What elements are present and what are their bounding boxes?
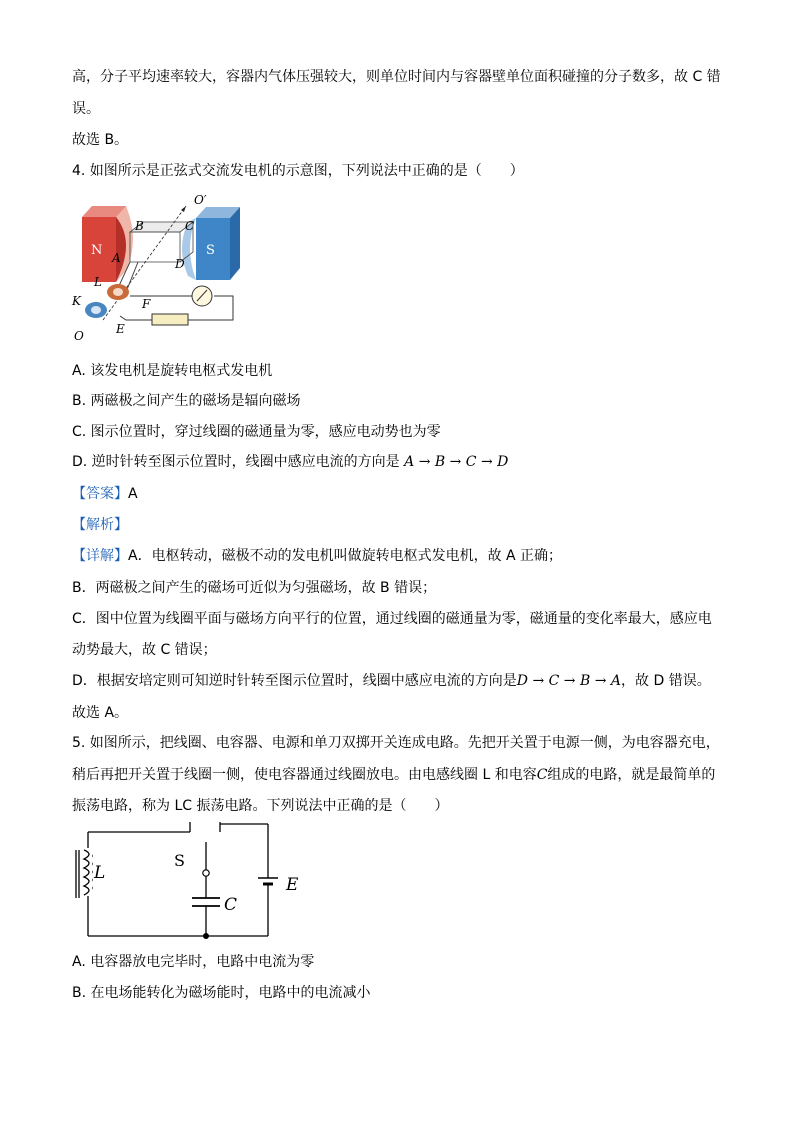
battery-e-label: E [286,875,299,895]
capacitor-symbol: C [536,767,548,783]
answer-tag: 【答案】 [72,486,128,502]
coil-c-label: C [185,219,195,233]
coil-b-label: B [135,219,144,233]
detail-a: 【详解】A．电枢转动，磁极不动的发电机叫做旋转电枢式发电机，故 A 正确； [72,548,563,564]
brush-e-label: E [116,322,125,336]
detail-c: C．图中位置为线圈平面与磁场方向平行的位置，通过线圈的磁通量为零，磁通量的变化率最大，感应电 [72,611,712,627]
text-line: 误。 [72,101,100,117]
q5-option-a: A. 电容器放电完毕时，电路中电流为零 [72,954,315,970]
detail-d-math: D → C → B → A [516,673,622,689]
magnet-s-label: S [206,243,215,258]
answer [72,484,138,504]
switch-s-label: S [174,851,185,870]
detail-d: D．根据安培定则可知逆时针转至图示位置时，线圈中感应电流的方向是D → C → B → A，故 D 错误。 [72,673,711,689]
option-a: A. 该发电机是旋转电枢式发电机 [72,363,273,379]
lc-circuit-figure [70,820,310,944]
answer-value: A [128,486,138,502]
ring-k-label: K [72,294,81,308]
magnet-n-label: N [91,243,103,258]
detail-tag: 【详解】 [72,548,128,564]
final-answer: 故选 A。 [72,705,129,721]
question-5-stem-2: 稍后再把开关置于线圈一侧，使电容器通过线圈放电。由电感线圈 L 和电容C组成的电路，就是最简单的 [72,767,716,783]
question-5-stem-3: 振荡电路，称为 LC 振荡电路。下列说法中正确的是（ ） [72,798,449,814]
brush-f-label: F [142,297,151,311]
capacitor-c-label: C [224,895,238,915]
question-4-stem: 4. 如图所示是正弦式交流发电机的示意图，下列说法中正确的是（ ） [72,163,524,179]
question-5-stem: 5. 如图所示，把线圈、电容器、电源和单刀双掷开关连成电路。先把开关置于电源一侧，为电容器充电， [72,735,720,751]
inductor-l-label: L [94,863,106,883]
q5-option-b: B. 在电场能转化为磁场能时，电路中的电流减小 [72,985,371,1001]
option-b: B. 两磁极之间产生的磁场是辐向磁场 [72,393,301,409]
detail-c-cont: 动势最大，故 C 错误； [72,642,217,658]
detail-b: B．两磁极之间产生的磁场可近似为匀强磁场，故 B 错误； [72,580,437,596]
generator-figure [68,192,248,344]
option-c: C. 图示位置时，穿过线圈的磁通量为零，感应电动势也为零 [72,424,441,440]
text-line: 故选 B。 [72,132,129,148]
analysis-tag: 【解析】 [72,517,128,533]
axis-o-prime-label: O′ [194,193,207,207]
ring-l-label: L [94,275,102,289]
coil-d-label: D [175,257,185,271]
option-d-text: D. 逆时针转至图示位置时，线圈中感应电流的方向是 [72,454,400,470]
option-d [72,452,508,472]
coil-a-label: A [112,251,121,265]
axis-o-label: O [74,329,84,343]
option-d-math: A → B → C → D [404,454,509,470]
text-line: 高，分子平均速率较大，容器内气体压强较大，则单位时间内与容器壁单位面积碰撞的分子数多，故 C 错 [72,69,721,85]
